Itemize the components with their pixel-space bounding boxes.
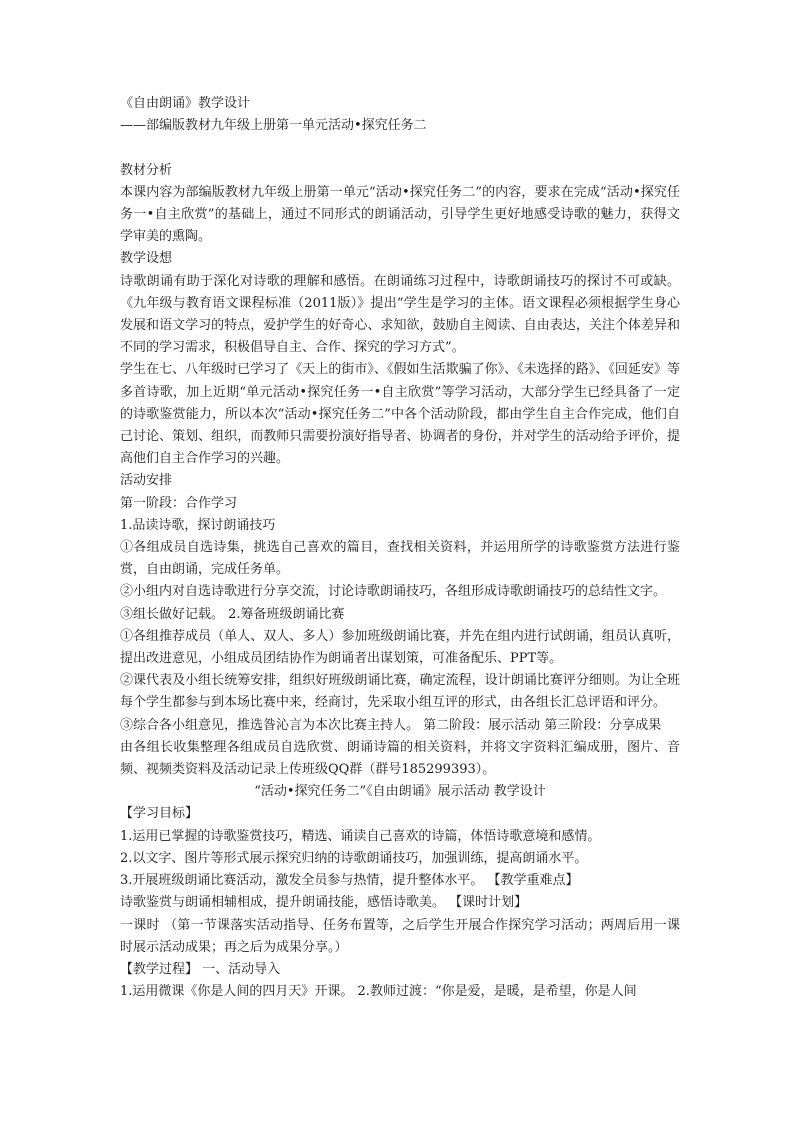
paragraph: 【教学过程】 一、活动导入 [120, 961, 281, 977]
section-heading: 【学习目标】 [120, 806, 199, 822]
centered-heading: “活动•探究任务二”《自由朗诵》展示活动 教学设计 [254, 784, 546, 800]
paragraph: 第一阶段：合作学习 [120, 495, 238, 511]
paragraph: 1.运用微课《你是人间的四月天》开课。 2.教师过渡：“你是爱，是暖，是希望，你是人间 [120, 984, 637, 1000]
paragraph: ②小组内对自选诗歌进行分享交流，讨论诗歌朗诵技巧，各组形成诗歌朗诵技巧的总结性文字。 [120, 584, 667, 600]
section-heading: 教材分析 [120, 162, 173, 178]
blank-line [120, 137, 680, 159]
paragraph: 一课时 （第一节课落实活动指导、任务布置等，之后学生开展合作探究学习活动；两周后用一课时展示活动成果；再之后为成果分享。） [120, 917, 680, 955]
paragraph: 本课内容为部编版教材九年级上册第一单元“活动•探究任务二”的内容，要求在完成“活动•探究任务一•自主欣赏”的基础上，通过不同形式的朗诵活动，引导学生更好地感受诗歌的魅力，获得文学审美的熏陶。 [120, 184, 680, 245]
section-heading: 教学设想 [120, 251, 173, 267]
paragraph: ③组长做好记载。 2.筹备班级朗诵比赛 [120, 606, 345, 622]
paragraph: 诗歌朗诵有助于深化对诗歌的理解和感悟。在朗诵练习过程中，诗歌朗诵技巧的探讨不可或缺。《九年级与教育语文课程标准（2011版）》提出“学生是学习的主体。语文课程必须根据学生身心发展和语文学习的特点，爱护学生的好奇心、求知欲，鼓励自主阅读、自由表达，关注个体差异和不同的学习需求，积极倡导自主、合作、探究的学习方式”。 [120, 273, 680, 356]
paragraph: 2.以文字、图片等形式展示探究归纳的诗歌朗诵技巧，加强训练，提高朗诵水平。 [120, 850, 588, 866]
paragraph: ③综合各小组意见，推选昝沁言为本次比赛主持人。 第二阶段：展示活动 第三阶段：分享成果 [120, 717, 662, 733]
section-heading: 活动安排 [120, 473, 173, 489]
paragraph: 1.品读诗歌，探讨朗诵技巧 [120, 517, 276, 533]
paragraph: 诗歌鉴赏与朗诵相辅相成，提升朗诵技能，感悟诗歌美。 【课时计划】 [120, 895, 528, 911]
paragraph: ①各组成员自选诗集，挑选自己喜欢的篇目，查找相关资料，并运用所学的诗歌鉴赏方法进行鉴赏，自由朗诵，完成任务单。 [120, 540, 680, 578]
paragraph: 由各组长收集整理各组成员自选欣赏、朗诵诗篇的相关资料，并将文字资料汇编成册，图片、音频、视频类资料及活动记录上传班级QQ群（群号185299393）。 [120, 739, 680, 778]
doc-subtitle: ——部编版教材九年级上册第一单元活动•探究任务二 [120, 118, 427, 134]
paragraph: 3.开展班级朗诵比赛活动，激发全员参与热情，提升整体水平。 【教学重难点】 [120, 873, 579, 889]
paragraph: 1.运用已掌握的诗歌鉴赏技巧，精选、诵读自己喜欢的诗篇，体悟诗歌意境和感情。 [120, 828, 601, 844]
paragraph: 学生在七、八年级时已学习了《天上的街市》、《假如生活欺骗了你》、《未选择的路》、《回延安》等多首诗歌，加上近期“单元活动•探究任务一•自主欣赏”等学习活动，大部分学生已经具备了一定的诗歌鉴赏能力，所以本次“活动•探究任务二”中各个活动阶段，都由学生自主合作完成，他们自己讨论、策划、组织，而教师只需要扮演好指导者、协调者的身份，并对学生的活动给予评价，提高他们自主合作学习的兴趣。 [120, 362, 680, 467]
paragraph: ①各组推荐成员（单人、双人、多人）参加班级朗诵比赛，并先在组内进行试朗诵，组员认真听，提出改进意见，小组成员团结协作为朗诵者出谋划策，可准备配乐、PPT等。 [120, 628, 680, 667]
doc-title: 《自由朗诵》教学设计 [120, 96, 251, 111]
paragraph: ②课代表及小组长统筹安排，组织好班级朗诵比赛，确定流程，设计朗诵比赛评分细则。为让全班每个学生都参与到本场比赛中来，经商讨，先采取小组互评的形式，由各组长汇总评语和评分。 [120, 673, 680, 711]
document-page [120, 93, 680, 1003]
